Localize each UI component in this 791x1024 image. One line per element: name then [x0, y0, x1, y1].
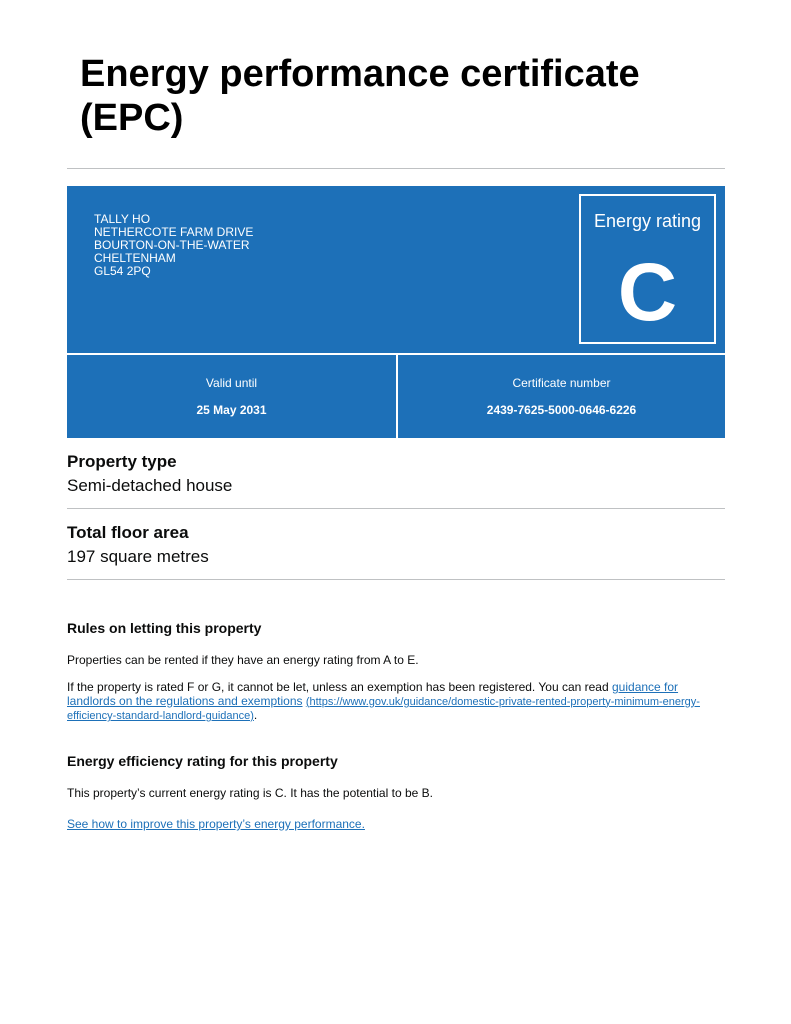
valid-until-label: Valid until	[205, 376, 258, 390]
efficiency-rating-heading: Energy efficiency rating for this property	[67, 753, 338, 769]
letting-rules-heading: Rules on letting this property	[67, 620, 262, 636]
landlord-guidance-url: (https://www.gov.uk/guidance/domestic-private-rented-property-minimum-energy-efficiency-standard-landlord-guidance)	[67, 695, 700, 722]
property-address	[94, 213, 253, 278]
valid-until-cell	[67, 355, 396, 438]
address-line: NETHERCOTE FARM DRIVE	[94, 225, 254, 239]
property-type-heading: Property type	[67, 452, 177, 471]
address-line: CHELTENHAM	[94, 251, 176, 265]
floor-area-heading: Total floor area	[67, 523, 189, 542]
efficiency-rating-paragraph: This property’s current energy rating is C. It has the potential to be B.	[67, 786, 433, 800]
exemption-text-end: .	[253, 708, 258, 722]
property-type-value: Semi-detached house	[67, 476, 233, 495]
address-line: TALLY HO	[94, 212, 151, 226]
divider	[67, 579, 725, 580]
divider	[67, 508, 725, 509]
landlord-guidance-link[interactable]: guidance for landlords on the regulations and exemptions	[67, 680, 679, 708]
title-divider	[67, 168, 725, 169]
energy-rating-letter: C	[617, 247, 678, 338]
page-title: Energy performance certificate (EPC)	[80, 53, 640, 139]
address-line: GL54 2PQ	[94, 264, 151, 278]
certificate-number-label: Certificate number	[512, 376, 611, 390]
energy-rating-box	[579, 194, 716, 344]
valid-until-value: 25 May 2031	[196, 403, 267, 417]
energy-rating-label: Energy rating	[593, 211, 702, 231]
improve-energy-performance-link[interactable]: See how to improve this property’s energy performance.	[67, 817, 365, 831]
address-line: BOURTON-ON-THE-WATER	[94, 238, 250, 252]
exemption-text: If the property is rated F or G, it cannot be let, unless an exemption has been registered. You can read	[67, 680, 612, 694]
certificate-number-value: 2439-7625-5000-0646-6226	[486, 403, 637, 417]
letting-exemption-paragraph	[67, 681, 725, 724]
letting-rules-paragraph: Properties can be rented if they have an energy rating from A to E.	[67, 653, 419, 667]
certificate-number-cell	[398, 355, 725, 438]
improve-link-paragraph	[67, 818, 725, 832]
floor-area-value: 197 square metres	[67, 547, 209, 566]
epc-summary-panel	[67, 186, 725, 438]
